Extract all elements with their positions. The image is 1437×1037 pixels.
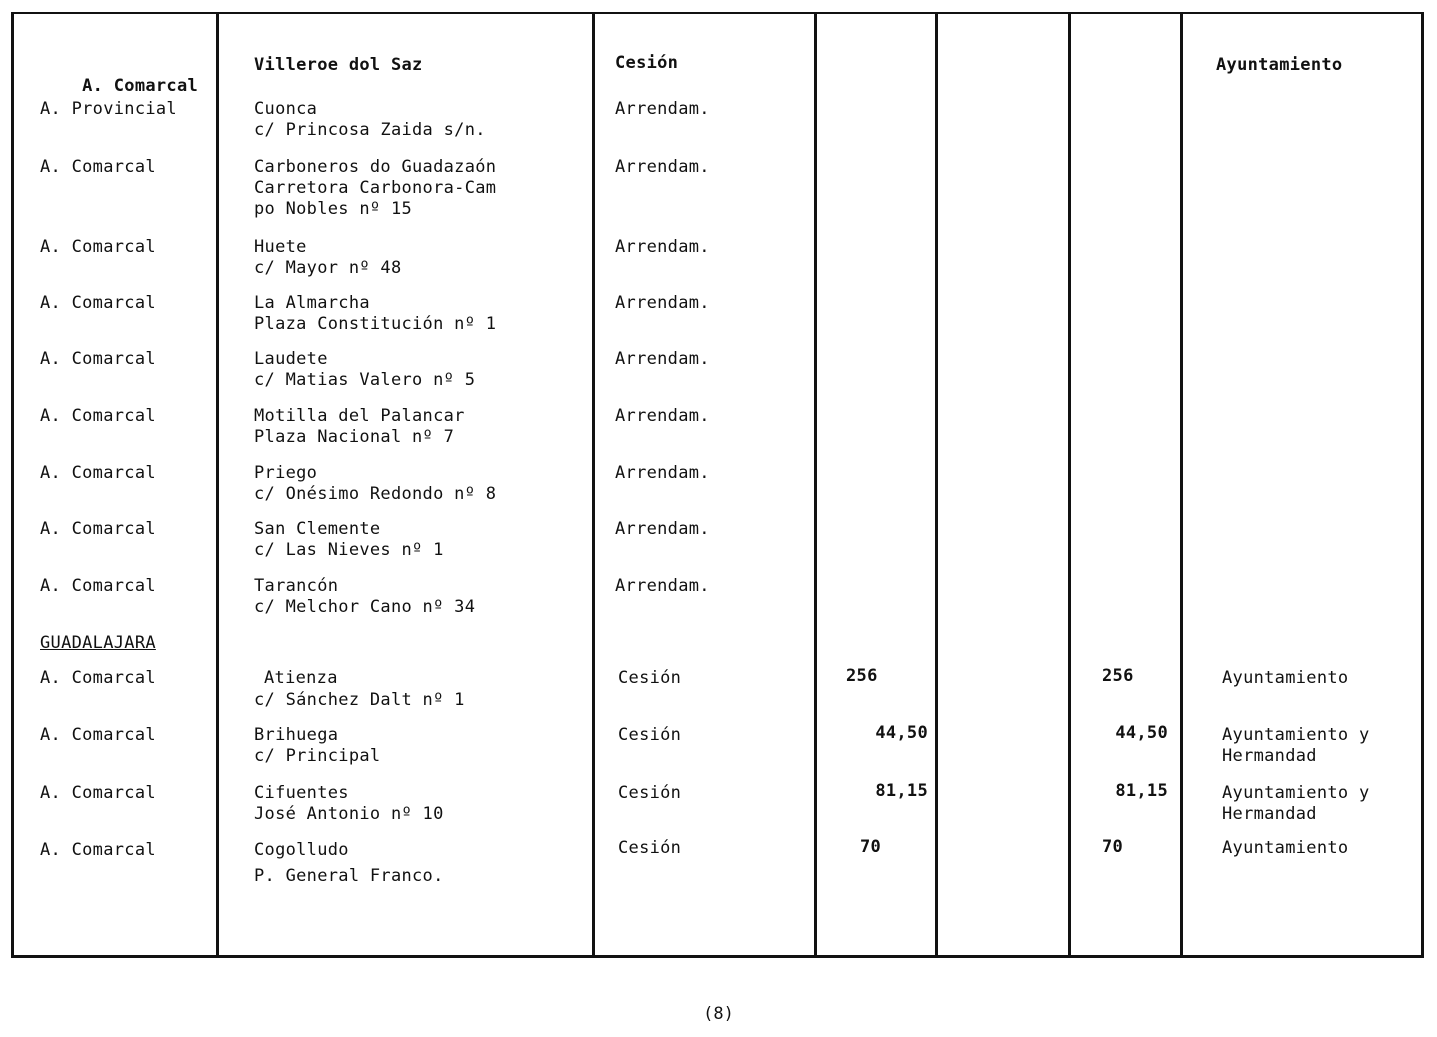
regime-cell: Arrendam. <box>615 576 710 596</box>
regime-cell: Cesión <box>615 53 679 73</box>
owner-cell: Ayuntamiento y Hermandad <box>1222 725 1370 766</box>
address-cell: c/ Las Nieves nº 1 <box>254 540 444 560</box>
type-cell: A. Comarcal <box>40 576 156 596</box>
type-cell: A. Comarcal <box>40 157 156 177</box>
regime-cell: Arrendam. <box>615 293 710 313</box>
value-cell: 44,50 <box>875 723 928 743</box>
value-cell: 81,15 <box>875 781 928 801</box>
owner-cell: Ayuntamiento <box>1222 668 1349 688</box>
place-cell: Tarancón <box>254 576 339 596</box>
regime-cell: Arrendam. <box>615 519 710 539</box>
column-divider <box>1180 12 1183 958</box>
value-cell: 81,15 <box>1115 781 1168 801</box>
address-cell: c/ Princosa Zaida s/n. <box>254 120 486 140</box>
address-cell: c/ Melchor Cano nº 34 <box>254 597 476 617</box>
type-cell: A. Comarcal <box>40 725 156 745</box>
column-divider <box>1068 12 1071 958</box>
type-cell: A. Comarcal <box>40 783 156 803</box>
address-cell: Carretora Carbonora-Cam po Nobles nº 15 <box>254 178 497 219</box>
regime-cell: Arrendam. <box>615 406 710 426</box>
regime-cell: Arrendam. <box>615 237 710 257</box>
regime-cell: Cesión <box>618 668 682 688</box>
value-cell: 70 <box>860 837 882 857</box>
column-divider <box>935 12 938 958</box>
place-cell: Huete <box>254 237 307 257</box>
regime-cell: Cesión <box>618 838 682 858</box>
column-divider <box>216 12 219 958</box>
regime-cell: Arrendam. <box>615 157 710 177</box>
regime-cell: Cesión <box>618 783 682 803</box>
value-cell: 256 <box>1102 666 1134 686</box>
place-cell: Villeroe dol Saz <box>254 55 423 75</box>
column-divider <box>592 12 595 958</box>
address-cell: Plaza Nacional nº 7 <box>254 427 455 447</box>
value-cell: 256 <box>846 666 878 686</box>
address-cell: c/ Matias Valero nº 5 <box>254 370 476 390</box>
address-cell: P. General Franco. <box>254 866 444 886</box>
type-cell: A. Comarcal <box>40 668 156 688</box>
regime-cell: Cesión <box>618 725 682 745</box>
column-divider <box>814 12 817 958</box>
place-cell: La Almarcha <box>254 293 370 313</box>
regime-cell: Arrendam. <box>615 349 710 369</box>
place-cell: Priego <box>254 463 318 483</box>
place-cell: Cifuentes <box>254 783 349 803</box>
place-cell: Carboneros do Guadazaón <box>254 157 497 177</box>
type-cell: A. Comarcal <box>82 76 199 96</box>
page-number: (8) <box>703 1004 734 1024</box>
value-cell: 70 <box>1102 837 1124 857</box>
type-cell: A. Comarcal <box>40 349 156 369</box>
owner-cell: Ayuntamiento <box>1222 838 1349 858</box>
address-cell: c/ Onésimo Redondo nº 8 <box>254 484 497 504</box>
value-cell: 44,50 <box>1115 723 1168 743</box>
regime-cell: Arrendam. <box>615 463 710 483</box>
type-cell: A. Comarcal <box>40 237 156 257</box>
place-cell: San Clemente <box>254 519 381 539</box>
section-heading: GUADALAJARA <box>40 633 156 653</box>
address-cell: c/ Mayor nº 48 <box>254 258 402 278</box>
type-cell: A. Comarcal <box>40 406 156 426</box>
address-cell: c/ Sánchez Dalt nº 1 <box>254 690 465 710</box>
type-cell: A. Comarcal <box>40 519 156 539</box>
place-cell: Motilla del Palancar <box>254 406 465 426</box>
type-cell: A. Comarcal <box>40 293 156 313</box>
type-cell: A. Comarcal <box>40 840 156 860</box>
owner-cell: Ayuntamiento y Hermandad <box>1222 783 1370 824</box>
place-cell: Laudete <box>254 349 328 369</box>
place-cell: Cuonca <box>254 99 318 119</box>
address-cell: Plaza Constitución nº 1 <box>254 314 497 334</box>
place-cell: Cogolludo <box>254 840 349 860</box>
place-cell: Brihuega <box>254 725 339 745</box>
table-frame <box>11 12 1424 958</box>
type-cell: A. Provincial <box>40 99 177 119</box>
type-cell: A. Comarcal <box>40 463 156 483</box>
owner-cell: Ayuntamiento <box>1216 55 1343 75</box>
address-cell: José Antonio nº 10 <box>254 804 444 824</box>
address-cell: c/ Principal <box>254 746 381 766</box>
regime-cell: Arrendam. <box>615 99 710 119</box>
place-cell: Atienza <box>264 668 338 688</box>
